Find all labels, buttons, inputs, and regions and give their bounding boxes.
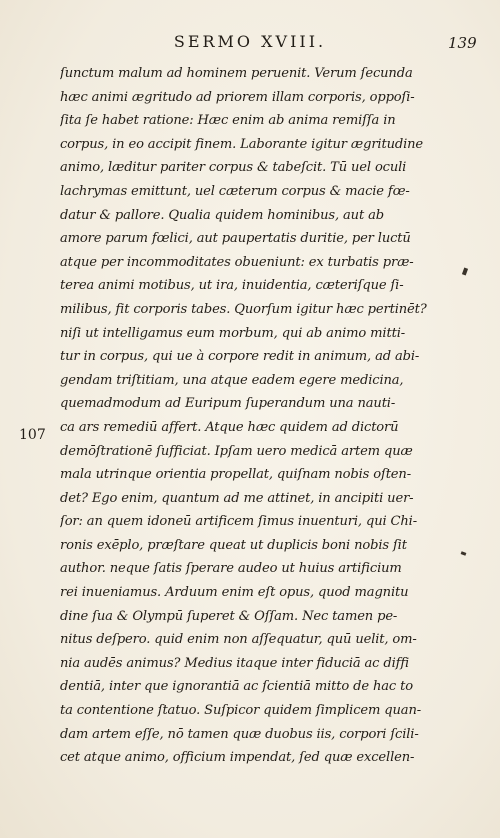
text-line: det? Ego enim, quantum ad me attinet, in ancipiti uer- xyxy=(60,490,414,506)
text-line: atque per incommoditates obueniunt: ex turbatis præ- xyxy=(60,254,414,270)
ink-mark xyxy=(462,268,468,276)
text-line: ca ars remediū affert. Atque hæc quidem ad dictorū xyxy=(60,419,399,435)
text-line: lachrymas emittunt, uel cæterum corpus & macie fœ- xyxy=(60,183,410,199)
text-line: quemadmodum ad Euripum ſuperandum una nauti- xyxy=(60,396,396,412)
text-line: tur in corpus, qui ue à corpore redit in animum, ad abi- xyxy=(60,349,420,365)
text-line: datur & pallore. Qualia quidem hominibus, aut ab xyxy=(60,207,384,223)
text-line: ſunctum malum ad hominem peruenit. Verum ſecunda xyxy=(60,66,413,81)
text-line: nia audēs animus? Medius itaque inter fiduciā ac diffi xyxy=(60,655,410,671)
text-line: ronis exēplo, præſtare queat ut duplicis boni nobis ſit xyxy=(60,537,407,553)
running-title: SERMO XVIII. xyxy=(173,32,327,51)
ink-mark xyxy=(461,551,467,556)
text-line: demōſtrationē ſufficiat. Ipſam uero medicā artem quæ xyxy=(60,443,413,459)
text-line: author. neque ſatis ſperare audeo ut huius artificium xyxy=(60,561,402,577)
text-line: gendam triſtitiam, una atque eadem egere medicina, xyxy=(60,372,404,388)
text-line: rei inueniamus. Arduum enim eſt opus, quod magnitu xyxy=(60,585,409,601)
page-number: 139 xyxy=(448,34,477,52)
text-line: hæc animi ægritudo ad priorem illam corporis, oppoſi- xyxy=(60,89,415,105)
text-line: niſi ut intelligamus eum morbum, qui ab animo mitti- xyxy=(60,325,406,341)
text-line: dentiā, inter que ignorantiā ac ſcientiā mitto de hac to xyxy=(60,679,413,695)
text-line: corpus, in eo accipit finem. Laborante igitur ægritudine xyxy=(60,136,424,152)
text-line: milibus, fit corporis tabes. Quorſum igitur hæc pertinēt? xyxy=(60,301,427,317)
text-line: ſor: an quem idoneū artificem ſimus inuenturi, qui Chi- xyxy=(60,514,417,530)
text-line: dine ſua & Olympū ſuperet & Oſſam. Nec tamen pe- xyxy=(60,608,398,624)
text-line: dam artem eſſe, nō tamen quæ duobus iis, corpori ſcili- xyxy=(60,726,419,742)
text-line: ta contentione ſtatuo. Suſpicor quidem ſimplicem quan- xyxy=(60,703,421,719)
text-line: terea animi motibus, ut ira, inuidentia, cæteriſque ſi- xyxy=(60,278,404,294)
text-line: mala utrinque orientia propellat, quiſnam nobis oſten- xyxy=(60,467,411,483)
text-line: nitus deſpero. quid enim non aſſequatur, quū uelit, om- xyxy=(60,632,417,648)
text-line: ſita ſe habet ratione: Hæc enim ab anima remiſſa in xyxy=(60,113,396,129)
text-line: animo, læditur pariter corpus & tabeſcit. Tū uel oculi xyxy=(60,160,407,176)
text-block xyxy=(60,62,428,770)
margin-note: 107 xyxy=(19,427,46,443)
text-line: amore parum fœlici, aut paupertatis duritie, per luctū xyxy=(60,231,411,247)
text-line: cet atque animo, officium impendat, ſed quæ excellen- xyxy=(60,750,415,766)
